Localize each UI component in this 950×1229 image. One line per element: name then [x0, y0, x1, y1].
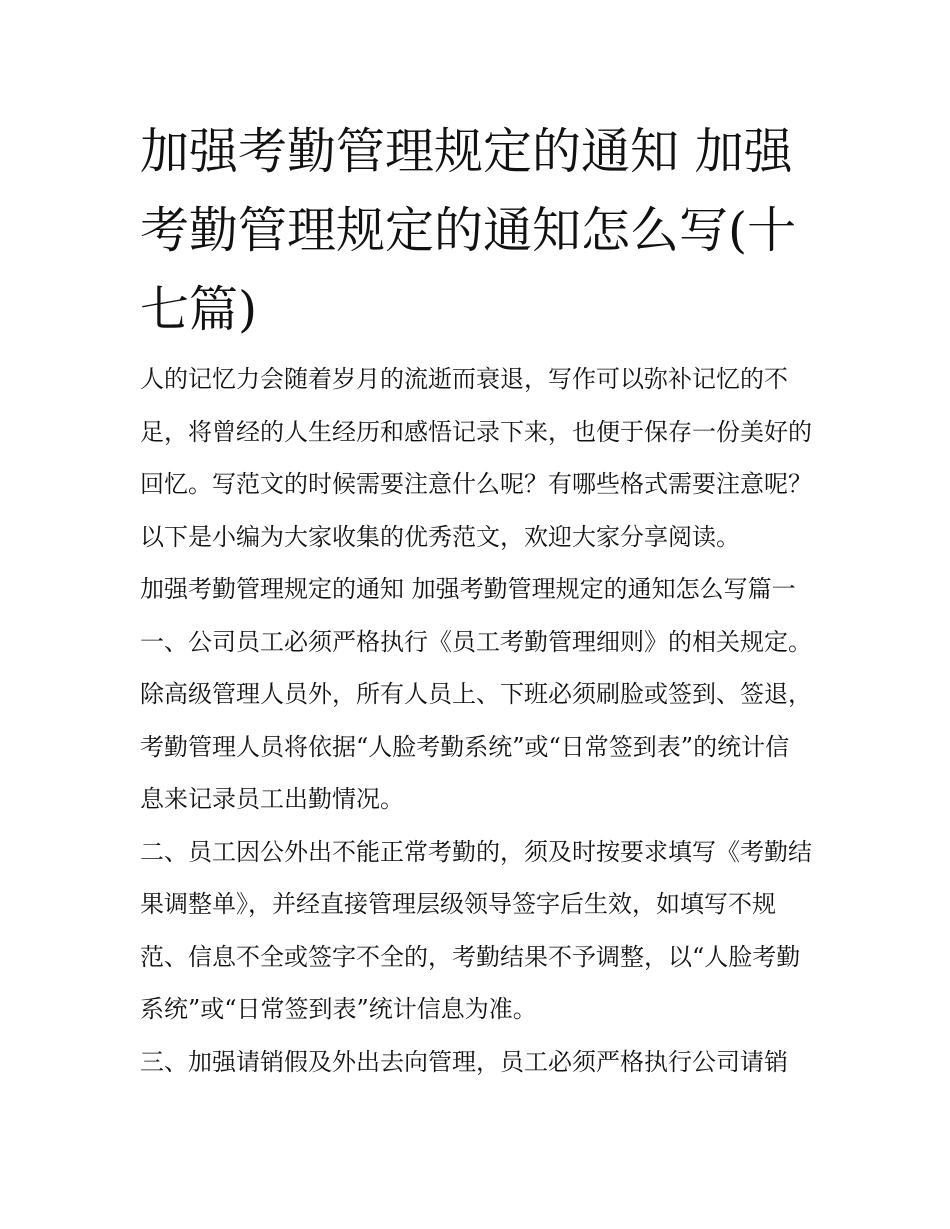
document-body — [140, 353, 812, 1088]
clause-one-paragraph: 一、公司员工必须严格执行《员工考勤管理细则》的相关规定。除高级管理人员外，所有人员上、下班必须刷脸或签到、签退，考勤管理人员将依据“人脸考勤系统”或“日常签到表”的统计信息来记录员工出勤情况。 — [140, 627, 812, 813]
intro-paragraph: 人的记忆力会随着岁月的流逝而衰退，写作可以弥补记忆的不足，将曾经的人生经历和感悟记录下来，也便于保存一份美好的回忆。写范文的时候需要注意什么呢？有哪些格式需要注意呢？以下是小编为大家收集的优秀范文，欢迎大家分享阅读。 — [140, 365, 812, 551]
document-title: 加强考勤管理规定的通知 加强考勤管理规定的通知怎么写(十七篇) — [140, 123, 797, 338]
section-heading: 加强考勤管理规定的通知 加强考勤管理规定的通知怎么写篇一 — [140, 575, 796, 603]
clause-three-paragraph: 三、加强请销假及外出去向管理，员工必须严格执行公司请销 — [140, 1047, 788, 1076]
clause-two-paragraph: 二、员工因公外出不能正常考勤的，须及时按要求填写《考勤结果调整单》，并经直接管理层级领导签字后生效，如填写不规范、信息不全或签字不全的，考勤结果不予调整，以“人脸考勤系统”或“日常签到表”统计信息为准。 — [140, 837, 812, 1023]
